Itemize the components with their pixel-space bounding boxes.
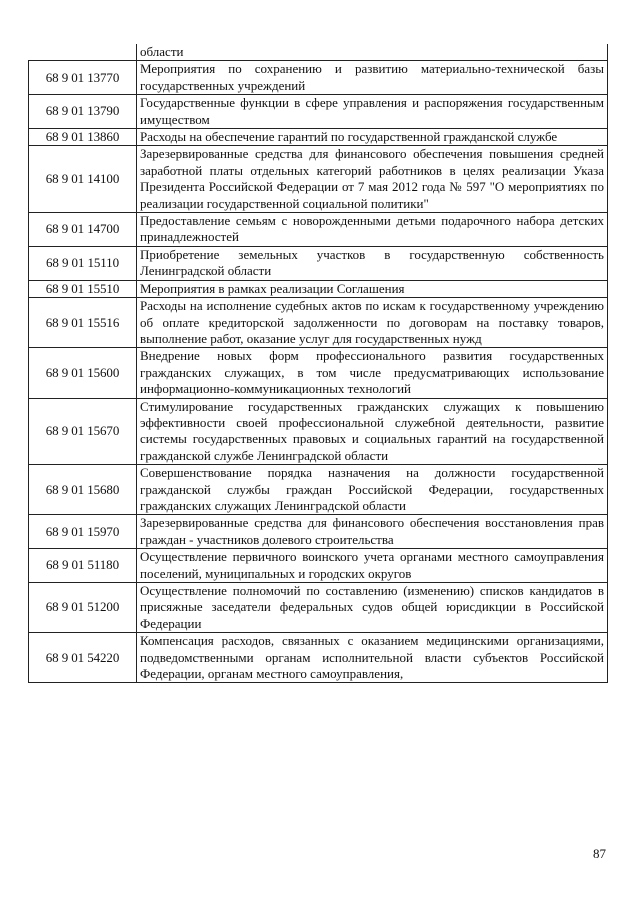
expense-description: Компенсация расходов, связанных с оказанием медицинскими организациями, подведомственными органам исполнительной власти субъектов Российской Федерации, органам местного самоуправления,	[137, 633, 608, 683]
budget-code: 68 9 01 15516	[29, 298, 137, 348]
table-row	[29, 280, 608, 297]
table-row	[29, 44, 608, 61]
table-body	[29, 44, 608, 683]
budget-code: 68 9 01 15680	[29, 465, 137, 515]
budget-code: 68 9 01 15600	[29, 348, 137, 398]
table-row	[29, 398, 608, 465]
budget-code: 68 9 01 14100	[29, 146, 137, 213]
budget-code: 68 9 01 13860	[29, 129, 137, 146]
document-page	[28, 44, 607, 683]
expense-description: Мероприятия по сохранению и развитию материально-технической базы государственных учреждений	[137, 61, 608, 95]
table-row	[29, 549, 608, 583]
budget-code-table	[28, 44, 608, 683]
expense-description: Государственные функции в сфере управления и распоряжения государственным имуществом	[137, 95, 608, 129]
table-row	[29, 298, 608, 348]
expense-description: Зарезервированные средства для финансового обеспечения повышения средней заработной платы отдельных категорий работников в целях реализации Указа Президента Российской Федерации от 7 мая 2012 года № 597 "О мероприятиях по реализации государственной социальной политики"	[137, 146, 608, 213]
expense-description: Зарезервированные средства для финансового обеспечения восстановления прав граждан - участников долевого строительства	[137, 515, 608, 549]
expense-description: Совершенствование порядка назначения на должности государственной гражданской службы граждан Российской Федерации, государственных гражданских служащих Ленинградской области	[137, 465, 608, 515]
table-row	[29, 465, 608, 515]
expense-description: Приобретение земельных участков в государственную собственность Ленинградской области	[137, 246, 608, 280]
budget-code: 68 9 01 51200	[29, 583, 137, 633]
table-row	[29, 129, 608, 146]
table-row	[29, 61, 608, 95]
budget-code: 68 9 01 14700	[29, 213, 137, 247]
expense-description: Осуществление полномочий по составлению (изменению) списков кандидатов в присяжные заседатели федеральных судов общей юрисдикции в Российской Федерации	[137, 583, 608, 633]
expense-description: Предоставление семьям с новорожденными детьми подарочного набора детских принадлежностей	[137, 213, 608, 247]
budget-code: 68 9 01 13770	[29, 61, 137, 95]
budget-code: 68 9 01 13790	[29, 95, 137, 129]
table-row	[29, 95, 608, 129]
expense-description: Стимулирование государственных гражданских служащих к повышению эффективности своей профессиональной служебной деятельности, развитие системы государственных правовых и социальных гарантий на государственной гражданской службе Ленинградской области	[137, 398, 608, 465]
expense-description: Осуществление первичного воинского учета органами местного самоуправления поселений, муниципальных и городских округов	[137, 549, 608, 583]
expense-description: Расходы на исполнение судебных актов по искам к государственному учреждению об оплате кредиторской задолженности по договорам на поставку товаров, выполнение работ, оказание услуг для государственных нужд	[137, 298, 608, 348]
budget-code	[29, 44, 137, 61]
page-number: 87	[593, 846, 606, 861]
table-row	[29, 146, 608, 213]
table-row	[29, 633, 608, 683]
budget-code: 68 9 01 54220	[29, 633, 137, 683]
table-row	[29, 246, 608, 280]
budget-code: 68 9 01 51180	[29, 549, 137, 583]
table-row	[29, 213, 608, 247]
expense-description: Расходы на обеспечение гарантий по государственной гражданской службе	[137, 129, 608, 146]
expense-description: области	[137, 44, 608, 61]
expense-description: Внедрение новых форм профессионального развития государственных гражданских служащих, в том числе предусматривающих использование информационно-коммуникационных технологий	[137, 348, 608, 398]
table-row	[29, 348, 608, 398]
budget-code: 68 9 01 15970	[29, 515, 137, 549]
budget-code: 68 9 01 15670	[29, 398, 137, 465]
budget-code: 68 9 01 15510	[29, 280, 137, 297]
budget-code: 68 9 01 15110	[29, 246, 137, 280]
expense-description: Мероприятия в рамках реализации Соглашения	[137, 280, 608, 297]
table-row	[29, 583, 608, 633]
table-row	[29, 515, 608, 549]
